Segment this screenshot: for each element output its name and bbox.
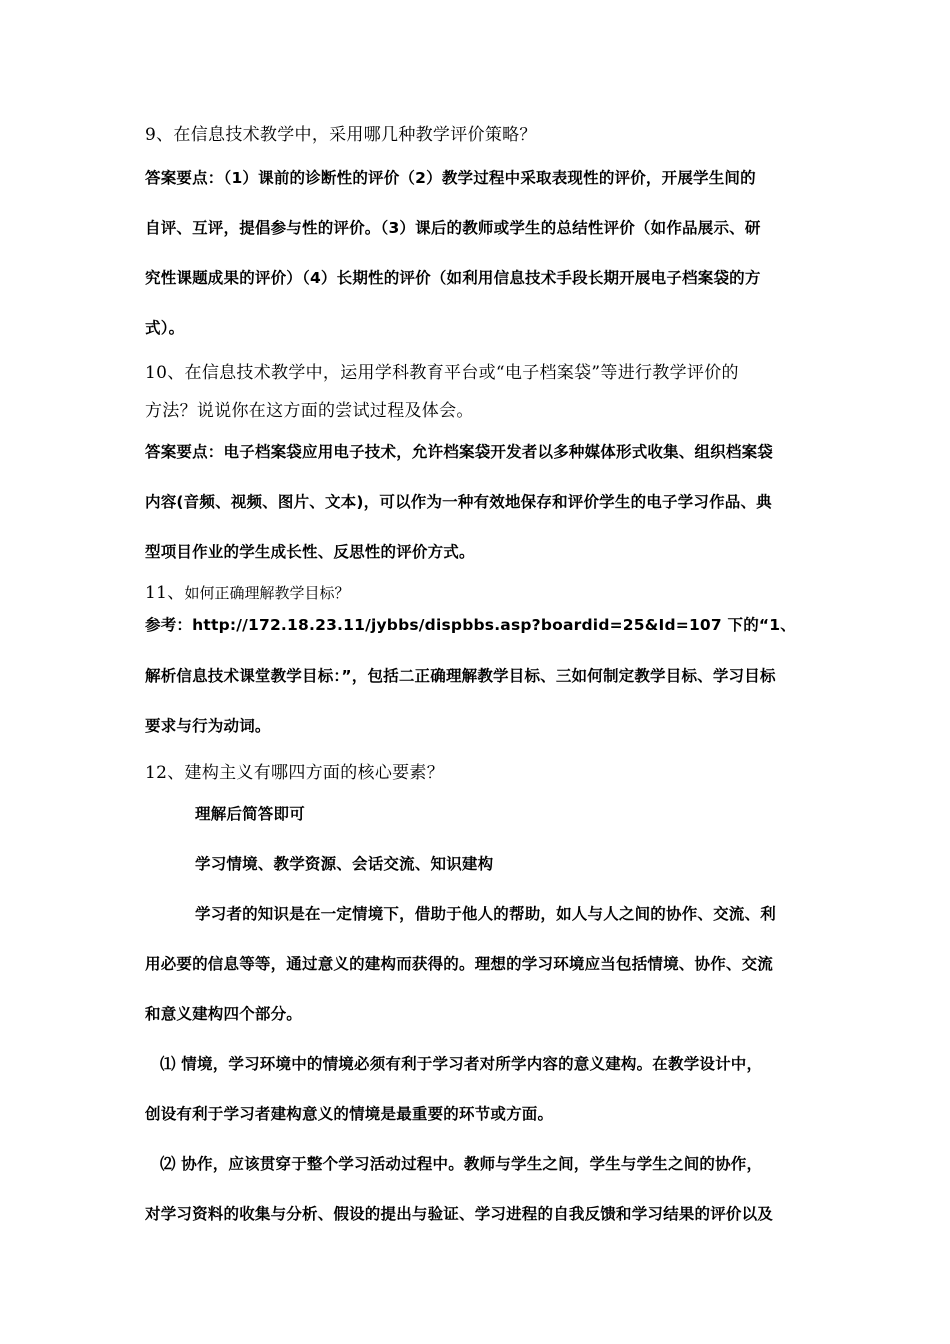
question-11-text: 如何正确理解教学目标？ [184,584,350,602]
answer-10-line-2: 内容(音频、视频、图片、文本)，可以作为一种有效地保存和评价学生的电子学习作品、典 [145,493,772,511]
item-2-line-1: ⑵ 协作，应该贯穿于整个学习活动过程中。教师与学生之间，学生与学生之间的协作， [160,1155,763,1173]
paragraph-line-2: 用必要的信息等等，通过意义的建构而获得的。理想的学习环境应当包括情境、协作、交流 [145,955,774,973]
answer-10-line-3: 型项目作业的学生成长性、反思性的评价方式。 [145,543,475,561]
answer-11-line-1: 解析信息技术课堂教学目标：”，包括二正确理解教学目标、三如何制定教学目标、学习目标 [145,667,776,685]
item-1-line-1: ⑴ 情境，学习环境中的情境必须有利于学习者对所学内容的意义建构。在教学设计中， [160,1055,763,1073]
answer-9-line-4: 式）。 [145,319,185,337]
answer-11-line-2: 要求与行为动词。 [145,717,271,735]
reference-11 [145,613,810,635]
paragraph-line-3: 和意义建构四个部分。 [145,1005,303,1023]
reference-prefix: 参考： [145,616,193,634]
item-2-line-2: 对学习资料的收集与分析、假设的提出与验证、学习进程的自我反馈和学习结果的评价以及 [145,1205,774,1223]
question-10-line-1: 10、在信息技术教学中，运用学科教育平台或“电子档案袋”等进行教学评价的 [145,363,739,383]
question-12-elements: 学习情境、教学资源、会话交流、知识建构 [195,855,494,873]
reference-suffix: 下的“1、 [721,616,796,634]
question-9: 9、在信息技术教学中，采用哪几种教学评价策略？ [145,125,537,145]
answer-9-line-1: 答案要点：（1）课前的诊断性的评价（2）教学过程中采取表现性的评价，开展学生间的 [145,169,756,187]
item-1-line-2: 创设有利于学习者建构意义的情境是最重要的环节或方面。 [145,1105,554,1123]
question-12-note: 理解后简答即可 [195,805,305,823]
question-11-number: 11、 [145,583,185,603]
answer-9-line-2: 自评、互评，提倡参与性的评价。（3）课后的教师或学生的总结性评价（如作品展示、研 [145,219,761,237]
question-10-line-2: 方法？说说你在这方面的尝试过程及体会。 [145,401,474,421]
question-12: 12、建构主义有哪四方面的核心要素？ [145,763,445,783]
reference-link[interactable]: http://172.18.23.11/jybbs/dispbbs.asp?boardid=25&Id=107 [192,616,722,635]
answer-9-line-3: 究性课题成果的评价）（4）长期性的评价（如利用信息技术手段长期开展电子档案袋的方 [145,269,761,287]
question-11 [145,578,810,603]
answer-10-line-1: 答案要点：电子档案袋应用电子技术，允许档案袋开发者以多种媒体形式收集、组织档案袋 [145,443,774,461]
paragraph-line-1: 学习者的知识是在一定情境下，借助于他人的帮助，如人与人之间的协作、交流、利 [195,905,776,923]
